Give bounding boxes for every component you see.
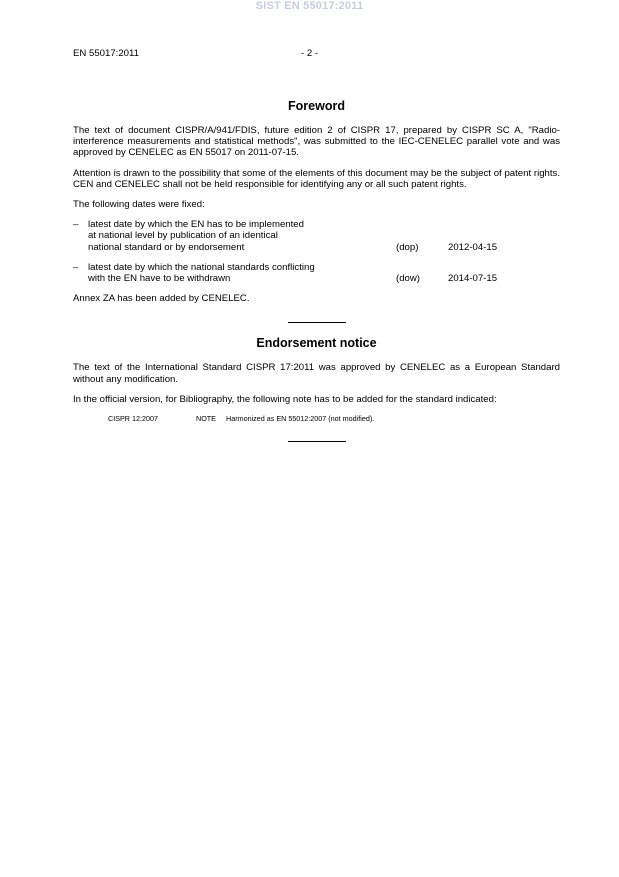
note-label: NOTE [196,414,216,424]
endorsement-title: Endorsement notice [256,336,377,351]
foreword-title: Foreword [288,99,345,113]
list-item-line: latest date by which the national standards conflicting [88,261,315,273]
list-item [73,262,560,284]
list-item-text [88,262,396,284]
list-item [73,219,560,253]
page-content [73,99,560,455]
dates-list [73,219,560,284]
list-dash: – [73,219,79,231]
date-value: 2012-04-15 [448,241,498,253]
list-item-line: national standard or by endorsement [88,241,245,253]
list-item-line: at national level by publication of an identical [88,230,278,242]
bibliography-note [108,414,560,424]
foreword-paragraph-1: The text of document CISPR/A/941/FDIS, future edition 2 of CISPR 17, prepared by CISPR SC A, "Radio-interference measurements and statistical methods", was submitted to the IEC-CENELEC parallel vote and was approved by CENELEC as EN 55017 on 2011-07-15. [73,125,560,159]
foreword-paragraph-2: Attention is drawn to the possibility that some of the elements of this document may be the subject of patent rights. CEN and CENELEC shall not be held responsible for identifying any or all such patent rights. [73,167,560,190]
endorsement-paragraph-1: The text of the International Standard CISPR 17:2011 was approved by CENELEC as a European Standard without any modification. [73,362,560,385]
date-abbreviation: (dow) [396,273,420,285]
list-item-text [88,219,396,253]
note-text: Harmonized as EN 55012:2007 (not modified). [226,414,375,424]
list-item-line: with the EN have to be withdrawn [88,273,231,285]
date-value: 2014-07-15 [448,273,498,285]
document-id: EN 55017:2011 [73,48,139,59]
watermark: SIST EN 55017:2011 [255,0,364,12]
list-dash: – [73,261,79,273]
date-abbreviation: (dop) [396,241,419,253]
note-reference: CISPR 12:2007 [108,414,158,424]
end-divider [288,441,346,442]
page-number: - 2 - [300,48,319,59]
annex-note: Annex ZA has been added by CENELEC. [73,293,250,305]
foreword-paragraph-3: The following dates were fixed: [73,199,205,211]
section-divider [288,322,346,323]
list-item-line: latest date by which the EN has to be implemented [88,219,304,231]
endorsement-paragraph-2: In the official version, for Bibliography, the following note has to be added for the standard indicated: [73,393,497,405]
